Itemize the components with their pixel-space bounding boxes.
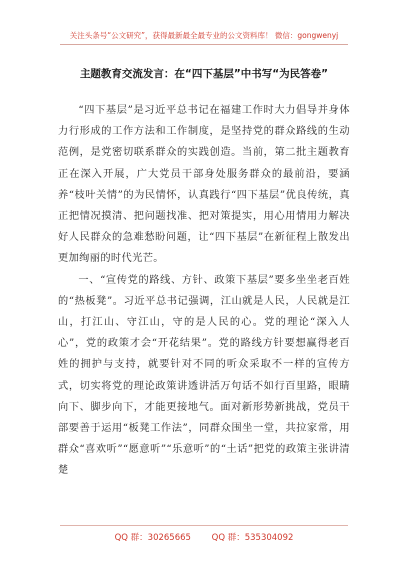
footer-divider — [60, 525, 348, 526]
paragraph-intro: “四下基层”是习近平总书记在福建工作时大力倡导并身体力行形成的工作方法和工作制度，是坚持党的群众路线的生动范例，是党密切联系群众的实践创造。当前，第二批主题教育正在深入开展，广大党员干部身处服务群众的最前沿，要涵养“枝叶关情”的为民情怀，认真践行“四下基层”优良传统，真正把情况摸清、把问题找准、把对策提实，用心用情用力解决好人民群众的急难愁盼问题，让“四下基层”在新征程上散发出更加绚丽的时代光芒。 — [58, 105, 350, 265]
document-title: 主题教育交流发言：在“四下基层”中书写“为民答卷” — [79, 68, 329, 80]
document-body — [58, 100, 350, 482]
footer-qq-group-1: QQ 群：30265665 — [114, 533, 191, 543]
header-note: 关注头条号“公文研究”，获得最新最全最专业的公文资料库！ 微信：gongwenyj — [69, 31, 339, 40]
header-divider — [60, 44, 348, 45]
footer-qq-group-2: QQ 群：535304092 — [211, 533, 294, 543]
footer-contact — [0, 531, 408, 543]
paragraph-section-one: 一、“宣传党的路线、方针、政策下基层”要多坐坐老百姓的“热板凳”。习近平总书记强调，江山就是人民，人民就是江山，打江山、守江山，守的是人民的心。党的理论“深入人心”，党的政策才会“开花结果”。党的路线方针要想赢得老百姓的拥护与支持，就要针对不同的听众采取不一样的宣传方式，切实将党的理论政策讲透讲活万句话不如行百里路，眼睛向下、脚步向下，才能更接地气。面对新形势新挑战，党员干部要善于运用“板凳工作法”，同群众围坐一堂，共拉家常，用群众“喜欢听”“愿意听”“乐意听”的“土话”把党的政策主张讲清楚 — [58, 274, 350, 477]
